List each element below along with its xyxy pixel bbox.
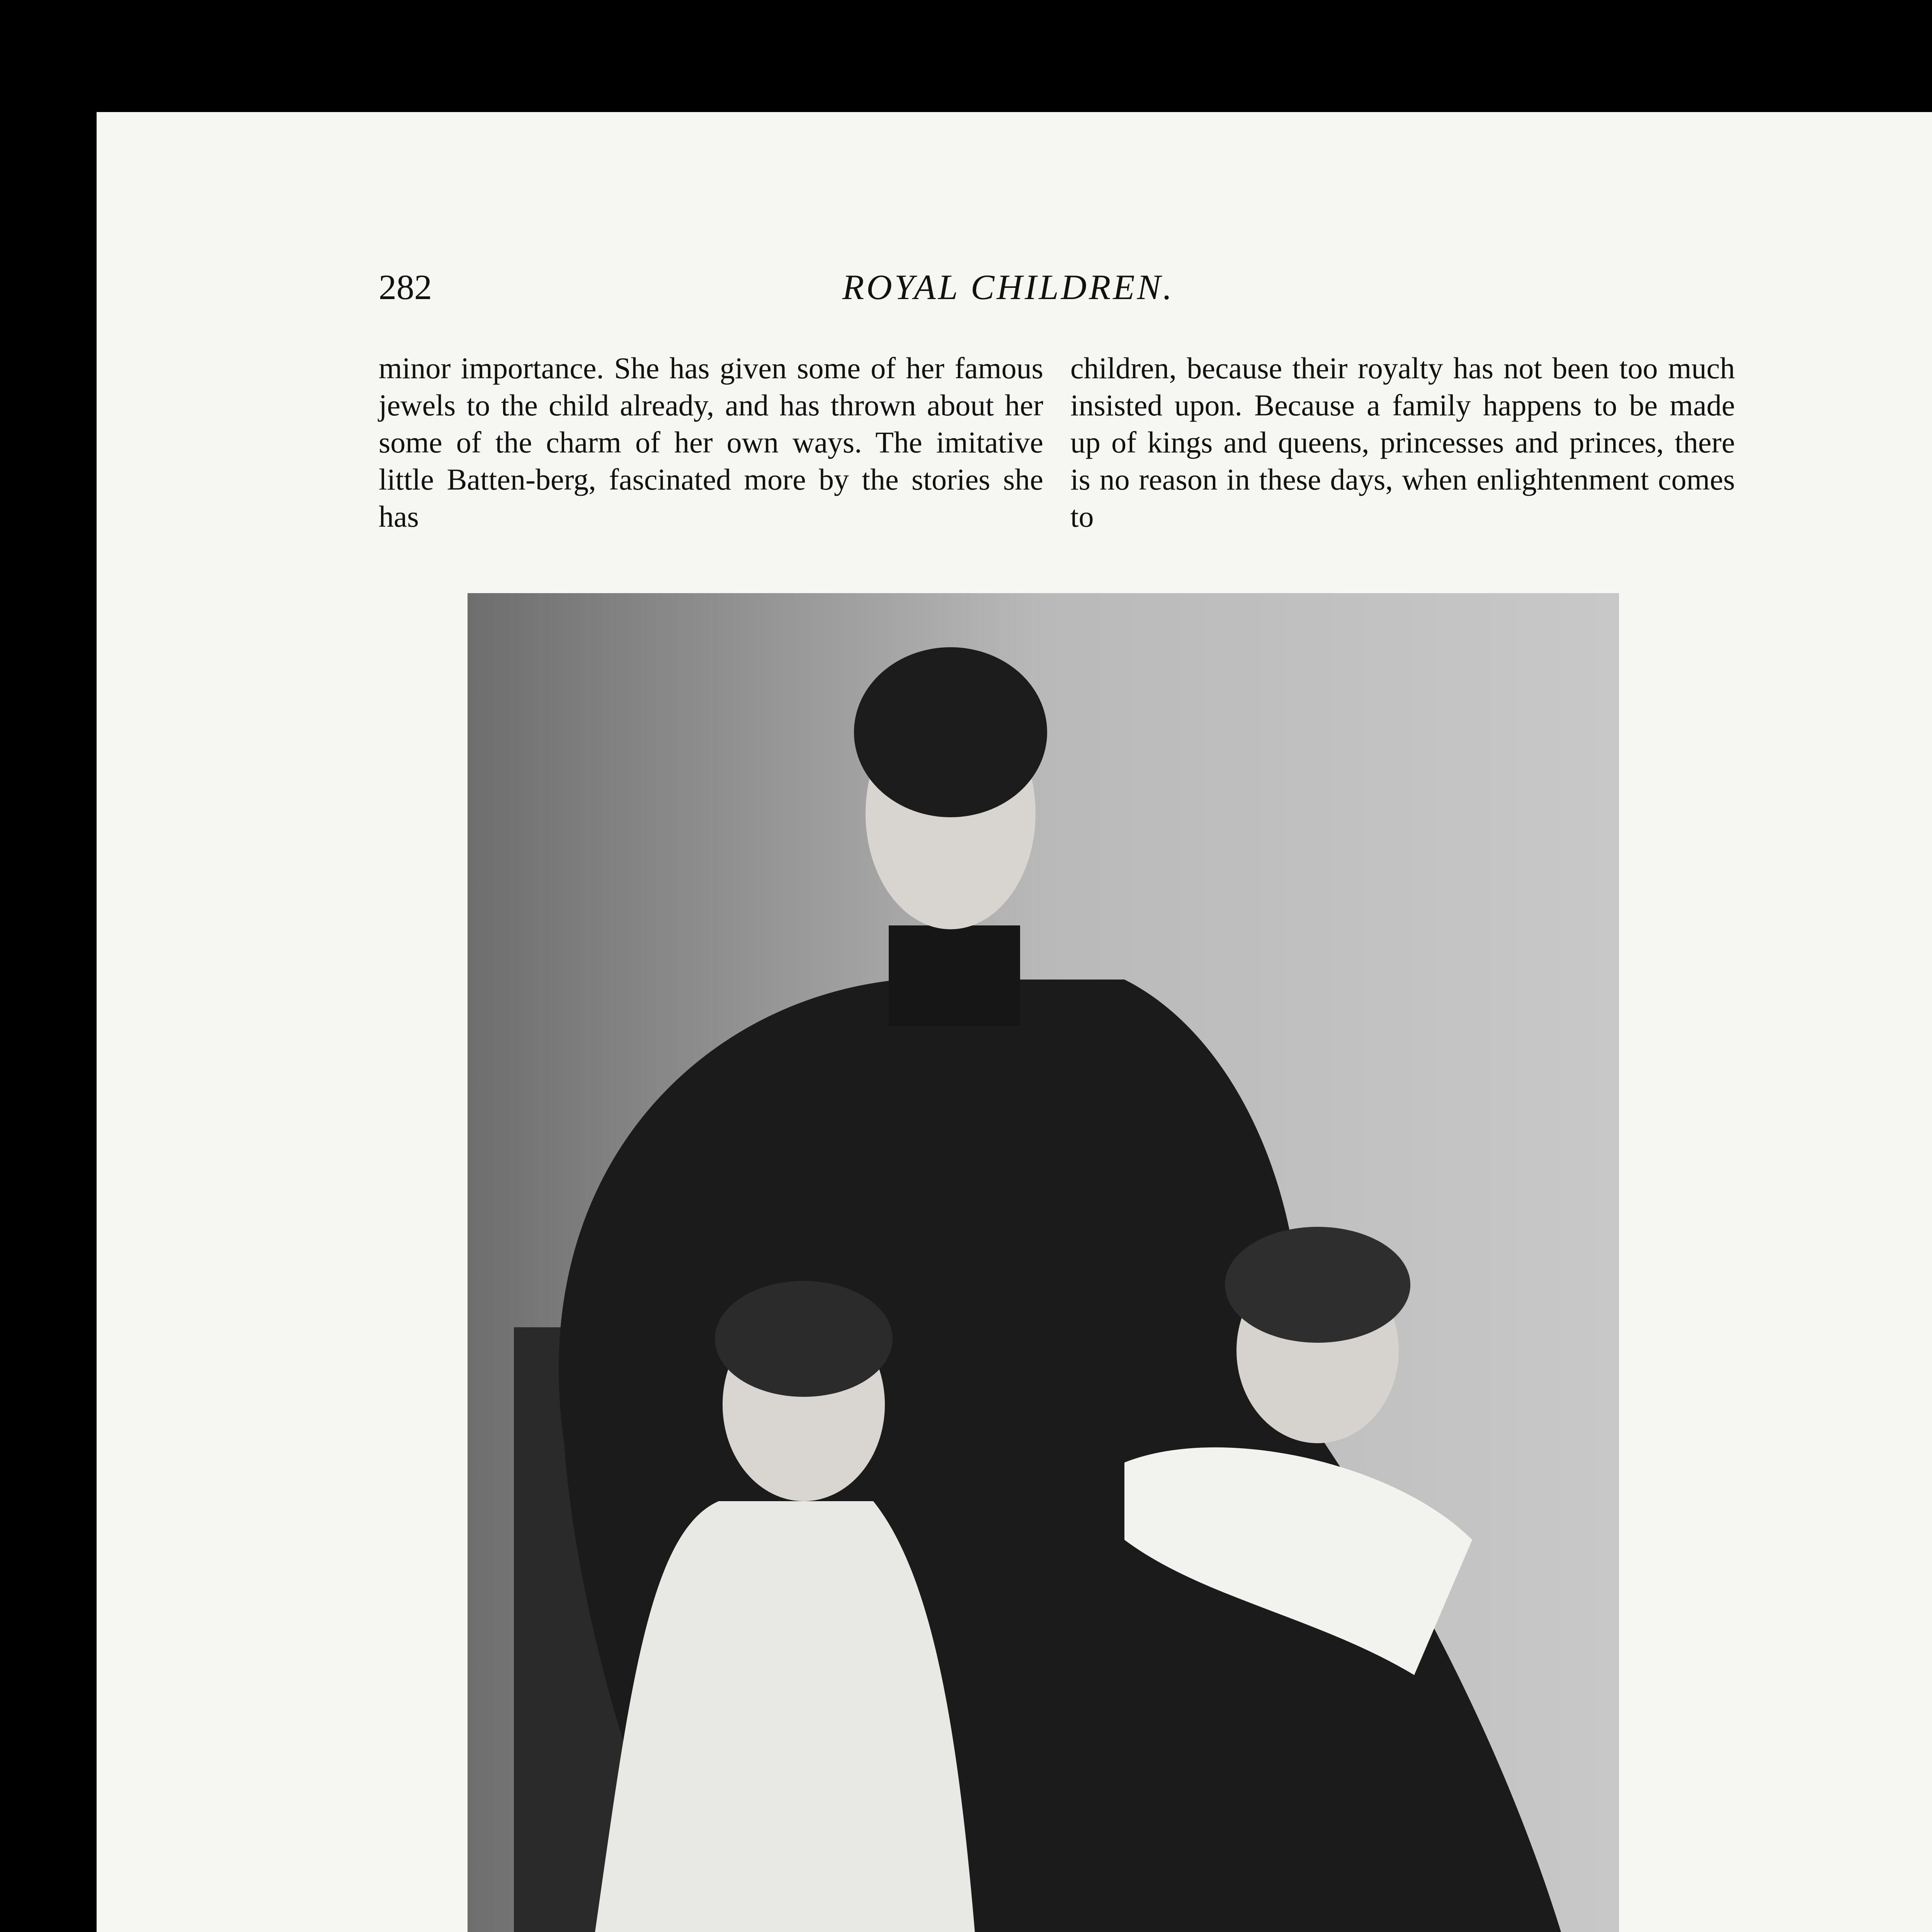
high-collar xyxy=(889,925,1020,1026)
running-title: ROYAL CHILDREN. xyxy=(842,267,1174,307)
child-left-hair xyxy=(715,1281,893,1397)
upper-right-column xyxy=(1070,350,1735,535)
child-right-hair xyxy=(1225,1227,1410,1343)
portrait-photograph xyxy=(468,593,1619,1932)
mother-hair xyxy=(854,647,1047,817)
upper-left-column xyxy=(379,350,1043,535)
upper-left-text: minor importance. She has given some of her famous jewels to the child already, and has thrown about her some of the charm of her own ways. The imitative little Batten-berg, fascinated more by the stories she has xyxy=(379,351,1043,533)
upper-right-text: children, because their royalty has not been too much insisted upon. Because a family happens to be made up of kings and queens, princesses and princes, there is no reason in these days, when enlightenment comes to xyxy=(1070,351,1735,533)
page-number: 282 xyxy=(379,267,432,307)
